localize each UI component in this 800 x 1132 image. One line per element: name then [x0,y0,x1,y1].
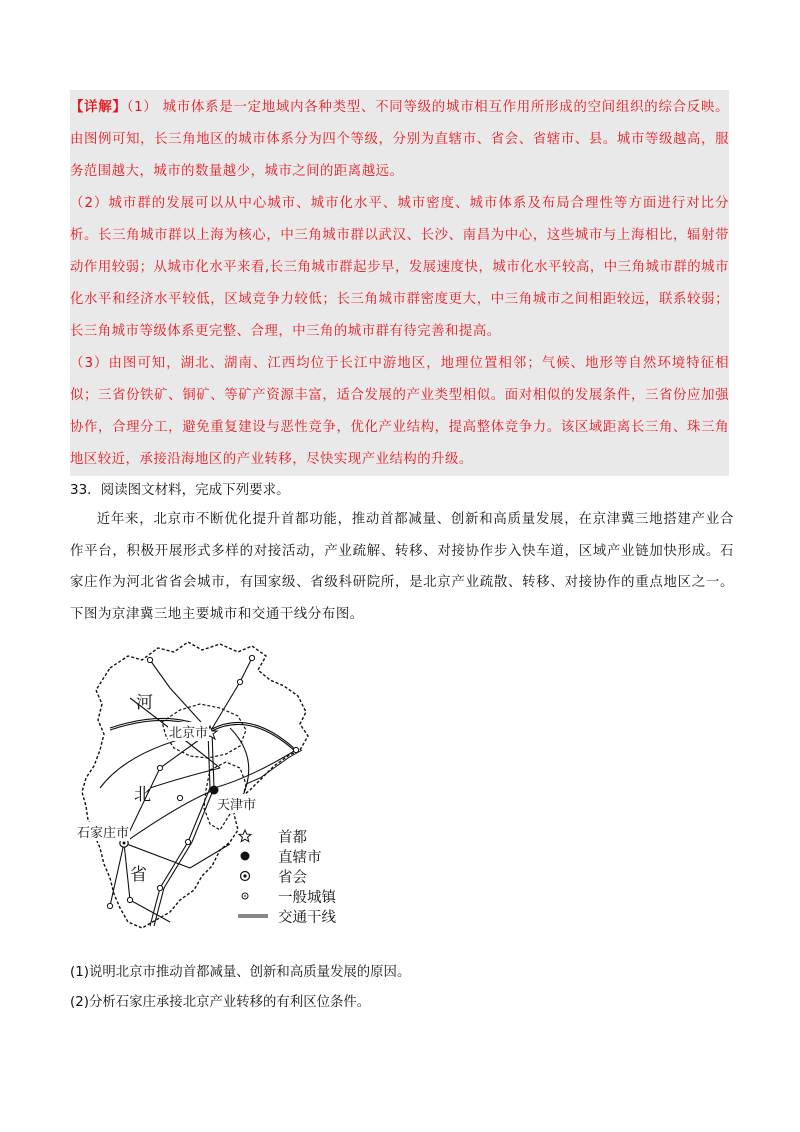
question-title: 33．阅读图文材料，完成下列要求。 [70,482,290,498]
line-icon [238,909,274,923]
transport-line-6 [214,750,296,788]
legend-label: 交通干线 [278,909,336,926]
double-circle-icon [238,869,274,883]
town-icon [293,747,298,752]
shijiazhuang-inner-icon [123,842,126,845]
answer-paragraph-3: （3）由图可知，湖北、湖南、江西均位于长江中游地区，地理位置相邻；气候、地形等自然环境特征相似；三省份铁矿、铜矿、等矿产资源丰富，适合发展的产业类型相似。面对相似的发展条件，三省份应加强协作，合理分工，避免重复建设与恶性竞争，优化产业结构，提高整体竞争力。该区域距离长三角、珠三角地区较近，承接沿海地区的产业转移，尽快实现产业结构的升级。 [70,356,729,467]
town-icon [185,839,190,844]
legend-row-municipality [238,846,336,866]
town-icon [157,765,162,770]
filled-dot-icon [238,849,274,863]
small-circle-icon [238,889,274,903]
legend-label: 一般城镇 [278,889,336,906]
answer-explanation [70,90,729,476]
answer-tag: 【详解】 [70,100,127,115]
star-icon [238,829,274,843]
transport-line-14 [230,728,249,798]
legend-row-capital [238,826,336,846]
label-bei: 北 [134,785,151,805]
legend-row-town [238,886,336,906]
label-tianjin: 天津市 [216,794,257,813]
transport-line-3 [150,732,210,926]
sub-question-2: (2)分析石家庄承接北京产业转移的有利区位条件。 [70,995,371,1010]
coastline [246,750,302,784]
answer-paragraph-2: （2）城市群的发展可以从中心城市、城市化水平、城市密度、城市体系及布局合理性等方面进行对比分析。长三角城市群以上海为核心，中三角城市群以武汉、长沙、南昌为中心，这些城市与上海相比，辐射带动作用较弱；从城市化水平来看,长三角城市群起步早，发展速度快，城市化水平较高，中三角城市群的城市化水平和经济水平较低，区域竞争力较低；长三角城市群密度更大，中三角城市之间相距较远，联系较弱；长三角城市等级体系更完整、合理，中三角的城市群有待完善和提高。 [70,196,729,339]
town-icon [177,795,182,800]
transport-line-8 [210,658,252,732]
legend-label: 省会 [278,869,307,886]
sub-questions [70,958,410,1018]
town-icon [157,885,162,890]
sub-question-1: (1)说明北京市推动首都减量、创新和高质量发展的原因。 [70,965,411,980]
legend-row-provincial-capital [238,866,336,886]
map-legend [238,826,336,926]
legend-label: 首都 [278,829,307,846]
question-passage [70,504,734,630]
legend-row-transport [238,906,336,926]
town-icon [237,679,242,684]
answer-text-1: （1） 城市体系是一定地域内各种类型、不同等级的城市相互作用所形成的空间组织的综合反映。由图例可知，长三角地区的城市体系分为四个等级，分别为直辖市、省会、省辖市、县。城市等级越高，服务范围越大，城市的数量越少，城市之间的距离越远。 [70,100,730,179]
town-icon [107,903,112,908]
label-shijiazhuang: 石家庄市 [76,822,130,841]
passage-text: 近年来，北京市不断优化提升首都功能，推动首都减量、创新和高质量发展，在京津冀三地搭建产业合作平台，积极开展形式多样的对接活动，产业疏解、转移、对接协作步入快车道，区域产业链加快形成。石家庄作为河北省省会城市，有国家级、省级科研院所，是北京产业疏散、转移、对接协作的重点地区之一。下图为京津冀三地主要城市和交通干线分布图。 [70,512,734,622]
label-beijing: 北京市 [168,722,209,741]
label-he: 河 [136,693,153,713]
legend-label: 直辖市 [278,849,322,866]
answer-paragraph-1 [70,92,729,188]
town-icon [249,655,254,660]
label-sheng: 省 [130,865,147,885]
town-icon [147,657,152,662]
town-icon [127,897,132,902]
